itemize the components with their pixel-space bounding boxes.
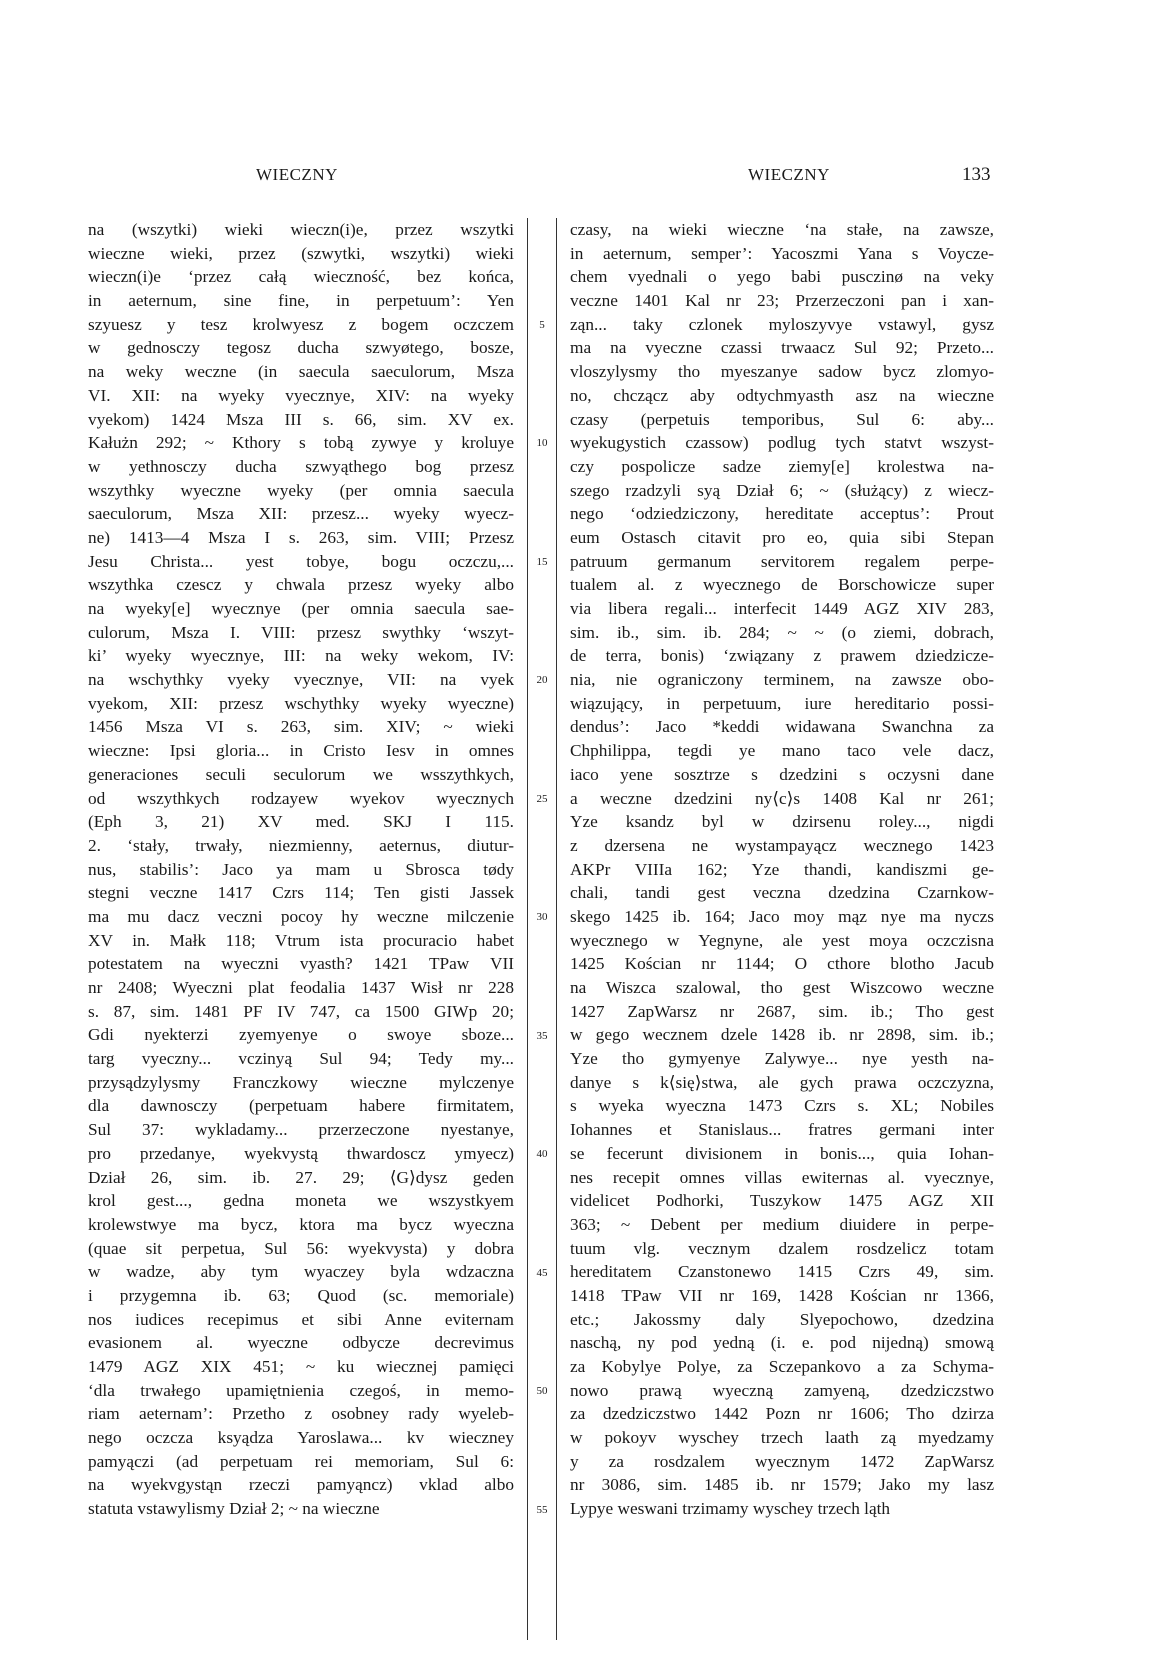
right-column-line: Chphilippa, tegdi ye mano taco vele dacz, bbox=[570, 741, 994, 761]
right-column-line: de terra, bonis) ‘związany z prawem dziedzicze- bbox=[570, 646, 994, 666]
left-column-line: nos iudices recepimus et sibi Anne eviternam bbox=[88, 1309, 514, 1329]
left-column-line: riam aeternam’: Przetho z osobney rady wyeleb- bbox=[88, 1404, 514, 1424]
left-column-line: Jesu Christa... yest tobye, bogu oczczu,... bbox=[88, 551, 514, 571]
left-column-line: pamyączi (ad perpetuam rei memoriam, Sul 6: bbox=[88, 1451, 514, 1471]
right-column-line: 1427 ZapWarsz nr 2687, sim. ib.; Tho gest bbox=[570, 1001, 994, 1021]
right-column-line: eum Ostasch citavit pro eo, quia sibi Stepan bbox=[570, 527, 994, 547]
line-number: 30 bbox=[536, 911, 548, 924]
left-column-line: VI. XII: na wyeky vyecznye, XIV: na wyeky bbox=[88, 385, 514, 405]
left-column-line: stegni veczne 1417 Czrs 114; Ten gisti Jassek bbox=[88, 883, 514, 903]
left-column-line: nego oczcza ksyądza Yaroslawa... kv wieczney bbox=[88, 1428, 514, 1448]
right-column-line: wyekugystich czassow) podlug tych statvt wszyst- bbox=[570, 433, 994, 453]
left-column-line: w wadze, aby tym wyaczey byla wdzaczna bbox=[88, 1262, 514, 1282]
left-column-line: in aeternum, sine fine, in perpetuum’: Yen bbox=[88, 291, 514, 311]
running-head-right: WIECZNY bbox=[748, 165, 830, 184]
right-column-line: 363; ~ Debent per medium diuidere in perpe- bbox=[570, 1214, 994, 1234]
left-column-line: w yethnosczy ducha szwyąthego bog przesz bbox=[88, 456, 514, 476]
right-column-line: tuum vlg. vecznym dzalem rosdzelicz totam bbox=[570, 1238, 994, 1258]
line-number: 45 bbox=[536, 1266, 548, 1279]
left-column-line: i przygemna ib. 63; Quod (sc. memoriale) bbox=[88, 1285, 514, 1305]
left-column-line: vyekom) 1424 Msza III s. 66, sim. XV ex. bbox=[88, 409, 514, 429]
left-column-line: ki’ wyeky wyecznye, III: na weky wekom, IV: bbox=[88, 646, 514, 666]
left-column-line: krolewstwye ma bycz, ktora ma bycz wyeczna bbox=[88, 1214, 514, 1234]
right-column-line: naschą, ny pod yedną (i. e. pod nijedną) smową bbox=[570, 1333, 994, 1353]
right-column-line: se fecerunt divisionem in bonis..., quia Iohan- bbox=[570, 1143, 994, 1163]
right-column-line: vloszylysmy tho myeszanye sadow bycz zlomyo- bbox=[570, 362, 994, 382]
right-column-line: za dzedziczstwo 1442 Pozn nr 1606; Tho dzirza bbox=[570, 1404, 994, 1424]
right-column-line: Iohannes et Stanislaus... fratres germani inter bbox=[570, 1120, 994, 1140]
right-column-line: czy pospolicze sadze ziemy[e] krolestwa na- bbox=[570, 456, 994, 476]
left-column-line: s. 87, sim. 1481 PF IV 747, ca 1500 GIWp 20; bbox=[88, 1001, 514, 1021]
right-column-line: y za rosdzalem wyecznym 1472 ZapWarsz bbox=[570, 1451, 994, 1471]
left-column-line: wieczne wieki, przez (szwytki, wszytki) wieki bbox=[88, 243, 514, 263]
right-column-line: skego 1425 ib. 164; Jaco moy mąz nye ma nyczs bbox=[570, 906, 994, 926]
left-column-line: na wyekvgystąn rzeczi pamyąncz) vklad albo bbox=[88, 1475, 514, 1495]
right-column-line: Yze ksandz byl w dzirsenu roley..., nigdi bbox=[570, 812, 994, 832]
left-column-line: od wszythkych rodzayew wyekov wyecznych bbox=[88, 788, 514, 808]
column-rule-left bbox=[527, 218, 528, 1640]
right-column-line: ma na vyeczne czassi trwaacz Sul 92; Przeto... bbox=[570, 338, 994, 358]
left-column-line: evasionem al. wyeczne odbycze decrevimus bbox=[88, 1333, 514, 1353]
left-column-line: na weky weczne (in saecula saeculorum, Msza bbox=[88, 362, 514, 382]
left-column-line: w gednosczy tegosz ducha szwyøtego, bosze, bbox=[88, 338, 514, 358]
right-column-line: 1425 Kościan nr 1144; O cthore blotho Jacub bbox=[570, 954, 994, 974]
left-column-line: XV in. Małk 118; Vtrum ista procuracio habet bbox=[88, 930, 514, 950]
line-number: 15 bbox=[536, 555, 548, 568]
right-column-line: ząn... taky czlonek myloszyvye vstawyl, gysz bbox=[570, 314, 994, 334]
line-number: 35 bbox=[536, 1029, 548, 1042]
right-column-line: tualem al. z wyecznego de Borschowicze super bbox=[570, 575, 994, 595]
right-column-line: z dzersena ne wystampayącz wecznego 1423 bbox=[570, 835, 994, 855]
right-column-line: za Kobylye Polye, za Sczepankovo a za Schyma- bbox=[570, 1357, 994, 1376]
line-number: 10 bbox=[536, 437, 548, 450]
left-column-line: pro przedanye, wyekvystą thwardoscz ymyecz) bbox=[88, 1143, 514, 1163]
line-number: 5 bbox=[539, 318, 545, 331]
right-column-line: nes recepit omnes villas ewiternas al. vyecznye, bbox=[570, 1167, 994, 1187]
right-column-line: a weczne dzedzini ny⟨c⟩s 1408 Kal nr 261; bbox=[570, 788, 994, 808]
left-column-line: wszythky wyeczne wyeky (per omnia saecula bbox=[88, 480, 514, 500]
line-number: 55 bbox=[536, 1503, 548, 1516]
right-column-line: videlicet Podhorki, Tuszykow 1475 AGZ XII bbox=[570, 1191, 994, 1211]
left-column-line: vyekom, XII: przesz wschythky wyeky wyeczne) bbox=[88, 693, 514, 713]
right-column-line: hereditatem Czanstonewo 1415 Czrs 49, sim. bbox=[570, 1262, 994, 1282]
left-column-line: statuta vstawylismy Dział 2; ~ na wieczne bbox=[88, 1499, 380, 1519]
right-column-line: patruum germanum servitorem regalem perpe- bbox=[570, 551, 994, 571]
right-column-line: iaco yene sosztrze s dzedzini s oczysni dane bbox=[570, 764, 994, 784]
right-column-line: w gego wecznem dzele 1428 ib. nr 2898, sim. ib.; bbox=[570, 1025, 994, 1045]
right-column-line: nia, nie ograniczony terminem, na zawsze obo- bbox=[570, 670, 994, 690]
left-column-line: dla dawnosczy (perpetuam habere firmitatem, bbox=[88, 1096, 514, 1116]
right-column-line: nr 3086, sim. 1485 ib. nr 1579; Jako my lasz bbox=[570, 1475, 994, 1495]
right-column-line: sim. ib., sim. ib. 284; ~ ~ (o ziemi, dobrach, bbox=[570, 622, 994, 642]
right-column-line: no, chcząсz aby odtychmyasth asz na wieczne bbox=[570, 385, 994, 405]
right-column-line: dendus’: Jaco *keddi widawana Swanchna za bbox=[570, 717, 994, 737]
left-column-line: wszythka czescz y chwala przesz wyeky albo bbox=[88, 575, 514, 595]
right-column-line: chali, tandi gest veczna dzedzina Czarnkow- bbox=[570, 883, 994, 903]
left-column-line: na wschythky vyeky vyecznye, VII: na vyek bbox=[88, 670, 514, 690]
left-column-line: krol gest..., gedna moneta we wszystkyem bbox=[88, 1191, 514, 1211]
right-column-line: wyecznego w Yegnyne, ale yest moya oczczisna bbox=[570, 930, 994, 950]
right-column-line: AKPr VIIIa 162; Yze thandi, kandiszmi ge- bbox=[570, 859, 994, 879]
right-column-line: via libera regali... interfecit 1449 AGZ XIV 283, bbox=[570, 599, 994, 618]
left-column-line: generaciones seculi seculorum we wsszythkych, bbox=[88, 764, 514, 784]
left-column-line: Dział 26, sim. ib. 27. 29; ⟨G⟩dysz geden bbox=[88, 1167, 514, 1187]
right-column-line: czasy, na wieki wieczne ‘na stałe, na zawsze, bbox=[570, 220, 994, 239]
line-number: 20 bbox=[536, 674, 548, 687]
line-number: 50 bbox=[536, 1385, 548, 1398]
left-column-line: culorum, Msza I. VIII: przesz swythky ‘wszyt- bbox=[88, 622, 514, 642]
left-column-line: nr 2408; Wyeczni plat feodalia 1437 Wisł nr 228 bbox=[88, 978, 514, 997]
left-column-line: Sul 37: wykladamy... przerzeczone nyestanye, bbox=[88, 1120, 514, 1140]
line-number: 40 bbox=[536, 1148, 548, 1161]
left-column-line: szyuesz y tesz krolwyesz z bogem oczczem bbox=[88, 314, 514, 334]
right-column-line: s wyeka wyeczna 1473 Czrs s. XL; Nobiles bbox=[570, 1096, 994, 1116]
right-column bbox=[570, 218, 994, 1521]
right-column-line: chem vyednali o yego babi pusczinø na veky bbox=[570, 267, 994, 287]
left-column-line: Kałużn 292; ~ Kthory s tobą zywye y kroluye bbox=[88, 433, 514, 453]
right-column-line: in aeternum, semper’: Yacoszmi Yana s Voycze- bbox=[570, 243, 994, 263]
right-column-line: czasy (perpetuis temporibus, Sul 6: aby... bbox=[570, 409, 994, 429]
page-number: 133 bbox=[962, 164, 991, 185]
left-column-line: ne) 1413—4 Msza I s. 263, sim. VIII; Przesz bbox=[88, 527, 514, 547]
left-column-line: wieczn(i)e ‘przez całą wieczność, bez końca, bbox=[88, 267, 514, 287]
left-column-line: na (wszytki) wieki wieczn(i)e, przez wszytki bbox=[88, 220, 514, 239]
right-column-line: danye s k⟨się⟩stwa, ale gych prawa oczczyzna, bbox=[570, 1072, 994, 1092]
running-head-left: WIECZNY bbox=[256, 165, 338, 184]
left-column-line: ma mu dacz veczni pocoy hy weczne milczenie bbox=[88, 906, 514, 926]
right-column-line: 1418 TPaw VII nr 169, 1428 Kościan nr 1366, bbox=[570, 1285, 994, 1305]
left-column-line: przysądzylysmy Franczkowy wieczne mylczenye bbox=[88, 1072, 514, 1092]
right-column-line: Yze tho gymyenye Zalywye... nye yesth na- bbox=[570, 1049, 994, 1069]
left-column-line: 1456 Msza VI s. 263, sim. XIV; ~ wieki bbox=[88, 717, 514, 737]
right-column-line: na Wiszca szalowal, tho gest Wiszcowo weczne bbox=[570, 978, 994, 997]
right-column-line: Lypye weswani trzimamy wyschey trzech ląth bbox=[570, 1499, 891, 1519]
right-column-line: nowo prawą wyeczną zamyeną, dzedziczstwo bbox=[570, 1380, 994, 1400]
left-column-line: Gdi nyekterzi zyemyenye o swoye sboze... bbox=[88, 1025, 514, 1045]
left-column-line: 2. ‘stały, trwały, niezmienny, aeternus, diutur- bbox=[88, 835, 514, 855]
left-column-line: nus, stabilis’: Jaco ya mam u Sbrosca tødy bbox=[88, 859, 514, 879]
left-column-line: targ vyeczny... vczinyą Sul 94; Tedy my... bbox=[88, 1049, 514, 1069]
right-column-line: etc.; Jakossmy daly Slyepochowo, dzedzina bbox=[570, 1309, 994, 1329]
left-column-line: (Eph 3, 21) XV med. SKJ I 115. bbox=[88, 812, 514, 832]
left-column-line: (quae sit perpetua, Sul 56: wyekvysta) y dobra bbox=[88, 1238, 514, 1258]
left-column-line: saeculorum, Msza XII: przesz... wyeky wyecz- bbox=[88, 504, 514, 524]
column-rule-right bbox=[556, 218, 557, 1640]
right-column-line: veczne 1401 Kal nr 23; Przerzeczoni pan i xan- bbox=[570, 291, 994, 311]
right-column-line: w pokoyv wyschey trzech laath zą myedzamy bbox=[570, 1428, 994, 1448]
left-column-line: potestatem na wyeczni vyasth? 1421 TPaw VII bbox=[88, 954, 514, 974]
right-column-line: szego rzadzyli syą Dział 6; ~ (służący) z wiecz- bbox=[570, 480, 994, 500]
right-column-line: wiązujący, in perpetuum, iure hereditario possi- bbox=[570, 693, 994, 713]
left-column-line: 1479 AGZ XIX 451; ~ ku wiecznej pamięci bbox=[88, 1357, 514, 1376]
left-column-line: ‘dla trwałego upamiętnienia czegoś, in memo- bbox=[88, 1380, 514, 1400]
right-column-line: nego ‘odziedziczony, hereditate acceptus’: Prout bbox=[570, 504, 994, 524]
line-number: 25 bbox=[536, 792, 548, 805]
left-column-line: wieczne: Ipsi gloria... in Cristo Iesv in omnes bbox=[88, 741, 514, 761]
left-column-line: na wyeky[e] wyecznye (per omnia saecula sae- bbox=[88, 599, 514, 618]
left-column bbox=[88, 218, 514, 1521]
